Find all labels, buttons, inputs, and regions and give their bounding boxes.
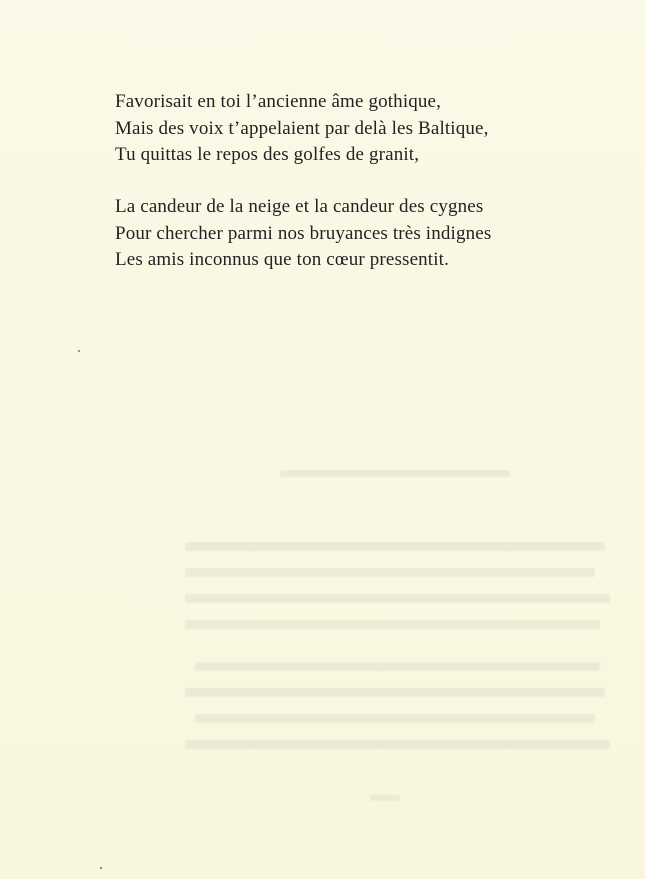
bleed-through-text [185, 460, 625, 820]
poem-line: Tu quittas le repos des golfes de granit, [115, 144, 420, 165]
poem-line: Les amis inconnus que ton cœur pressentit. [115, 249, 449, 270]
poem-line: Favorisait en toi l’ancienne âme gothique, [115, 91, 442, 112]
poem-stanza-2 [115, 194, 635, 274]
poem-line: Mais des voix t’appelaient par delà les Baltique, [115, 117, 489, 139]
paper-speck [100, 867, 102, 869]
poem-line: Pour chercher parmi nos bruyances très indignes [115, 222, 492, 244]
poem-stanza-1 [115, 89, 635, 169]
paper-speck [78, 350, 80, 352]
poem-line: La candeur de la neige et la candeur des cygnes [115, 196, 484, 217]
